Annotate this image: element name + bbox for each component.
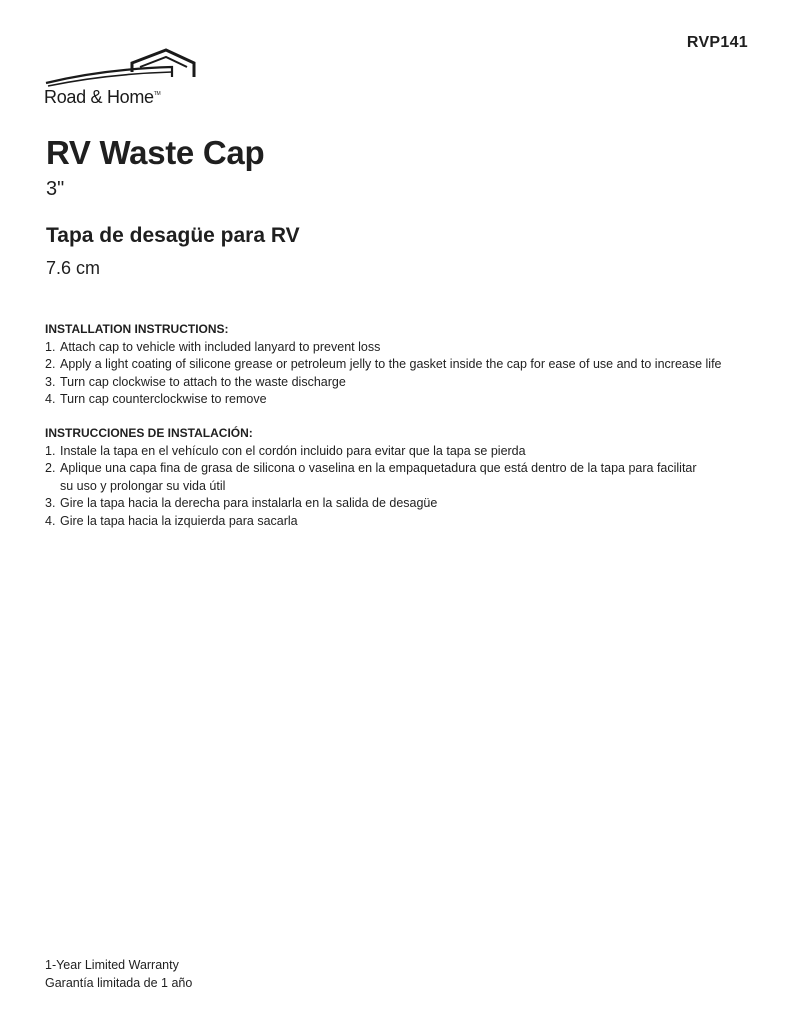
instructions-heading-en: INSTALLATION INSTRUCTIONS: — [45, 322, 229, 336]
house-road-logo-icon — [44, 47, 204, 89]
step-number: 1. — [45, 339, 56, 354]
step-text: Attach cap to vehicle with included lanyard to prevent loss — [60, 339, 381, 354]
step-number: 2. — [45, 461, 56, 476]
brand-logo — [44, 47, 204, 109]
instruction-step — [45, 339, 745, 357]
step-number: 4. — [45, 513, 56, 528]
instruction-step — [45, 443, 745, 461]
step-text: Apply a light coating of silicone grease or petroleum jelly to the gasket inside the cap for ease of use and to increase life — [60, 357, 722, 372]
instructions-heading-es: INSTRUCCIONES DE INSTALACIÓN: — [45, 426, 253, 440]
warranty-info — [45, 957, 192, 992]
step-number: 1. — [45, 443, 56, 458]
product-title-es: Tapa de desagüe para RV — [46, 224, 300, 247]
instruction-step — [45, 356, 745, 374]
product-size-es: 7.6 cm — [46, 258, 101, 278]
instruction-steps-es — [45, 443, 745, 531]
step-text: Aplique una capa fina de grasa de silicona o vaselina en la empaquetadura que está dentro de la tapa para facilitar su uso y prolongar su vida útil — [60, 461, 697, 493]
warranty-en: 1-Year Limited Warranty — [45, 958, 179, 972]
installation-instructions-en — [45, 321, 745, 409]
instruction-steps-en — [45, 339, 745, 409]
instruction-step — [45, 460, 745, 495]
brand-name: Road & Home — [44, 87, 154, 107]
step-text: Instale la tapa en el vehículo con el cordón incluido para evitar que la tapa se pierda — [60, 443, 526, 458]
instruction-step — [45, 391, 745, 409]
step-number: 4. — [45, 392, 56, 407]
step-text: Gire la tapa hacia la derecha para instalarla en la salida de desagüe — [60, 496, 438, 511]
installation-instructions-es — [45, 425, 745, 531]
step-text: Gire la tapa hacia la izquierda para sacarla — [60, 513, 298, 528]
product-title: RV Waste Cap — [46, 134, 265, 171]
trademark-mark: TM — [153, 91, 161, 97]
step-text: Turn cap clockwise to attach to the waste discharge — [60, 374, 346, 389]
step-text: Turn cap counterclockwise to remove — [60, 392, 267, 407]
step-number: 3. — [45, 496, 56, 511]
step-number: 2. — [45, 357, 56, 372]
instruction-step — [45, 495, 745, 513]
instruction-step — [45, 513, 745, 531]
instruction-step — [45, 374, 745, 392]
step-number: 3. — [45, 374, 56, 389]
product-sku: RVP141 — [686, 34, 748, 51]
brand-wordmark — [44, 87, 160, 108]
product-size: 3" — [46, 178, 65, 200]
warranty-es: Garantía limitada de 1 año — [45, 975, 193, 990]
